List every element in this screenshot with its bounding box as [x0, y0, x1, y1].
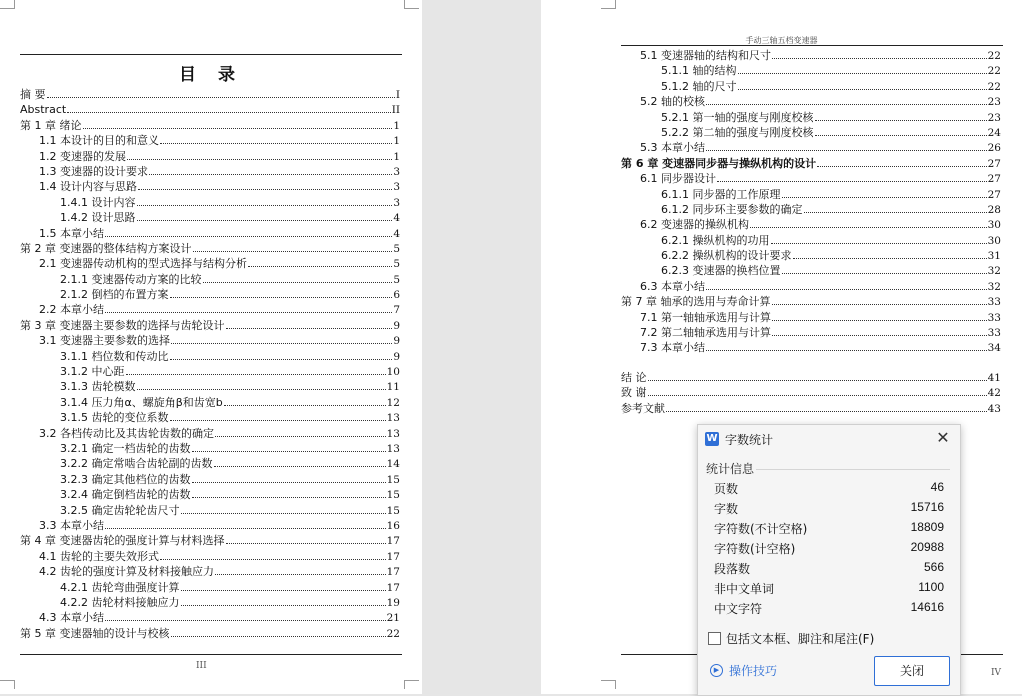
toc-entry-page: 5	[393, 273, 400, 286]
toc-entry[interactable]	[20, 272, 400, 287]
stat-row	[714, 580, 944, 600]
toc-entry-title: 5.1 变速器轴的结构和尺寸	[640, 49, 771, 62]
toc-dot-leader	[772, 58, 987, 59]
toc-dot-leader	[815, 120, 987, 121]
toc-entry-title: 1.4 设计内容与思路	[39, 180, 137, 194]
toc-entry-page: II	[391, 104, 400, 117]
toc-entry-page: 17	[386, 550, 400, 563]
toc-entry-title: 参考文献	[621, 401, 665, 415]
toc-dot-leader	[772, 304, 987, 305]
toc-dot-leader	[666, 411, 987, 412]
toc-dot-leader	[772, 320, 987, 321]
toc-entry-title: 第 5 章 变速器轴的设计与校核	[20, 626, 170, 640]
toc-entry-page: 1	[393, 119, 400, 132]
stat-value: 566	[923, 560, 944, 574]
toc-dot-leader	[782, 197, 987, 198]
toc-entry-page: 43	[987, 402, 1001, 415]
toc-entry-title: 3.2.5 确定齿轮轮齿尺寸	[60, 503, 180, 517]
toc-entry[interactable]	[20, 102, 400, 117]
toc-dot-leader	[171, 636, 386, 637]
toc-entry-title: 7.1 第一轴轴承选用与计算	[640, 310, 771, 324]
toc-entry-title: 3.1.3 齿轮模数	[60, 380, 136, 394]
toc-entry-title: 3.3 本章小结	[39, 518, 104, 532]
toc-entry-title: 第 6 章 变速器同步器与操纵机构的设计	[621, 156, 817, 170]
toc-dot-leader	[137, 220, 393, 221]
toc-entry[interactable]	[20, 364, 400, 379]
toc-entry-page: 3	[393, 165, 400, 178]
toc-dot-leader	[815, 135, 987, 136]
toc-entry-page: 33	[987, 327, 1001, 340]
toc-entry-page: 34	[987, 342, 1001, 355]
toc-entry[interactable]	[621, 325, 1001, 340]
toc-entry-title: 5.2 轴的校核	[640, 95, 705, 109]
toc-entry[interactable]	[621, 156, 1001, 171]
toc-dot-leader	[706, 350, 987, 351]
toc-entry-title: 1.3 变速器的设计要求	[39, 164, 148, 178]
toc-entry-title: 3.1.2 中心距	[60, 365, 125, 379]
toc-entry-page: 26	[987, 142, 1001, 155]
toc-entry[interactable]	[20, 610, 400, 625]
toc-entry-title: 7.2 第二轴轴承选用与计算	[640, 326, 771, 340]
toc-entry-title: 摘 要	[20, 88, 46, 101]
toc-entry[interactable]	[20, 179, 400, 194]
toc-entry-title: 6.2.2 操纵机构的设计要求	[661, 249, 792, 263]
toc-dot-leader	[738, 89, 987, 90]
toc-dot-leader	[127, 159, 392, 160]
stat-value: 18809	[910, 520, 944, 534]
toc-entry-page: 9	[393, 350, 400, 363]
toc-dot-leader	[771, 243, 987, 244]
stat-label: 页数	[714, 482, 739, 496]
toc-entry-page: 19	[386, 596, 400, 609]
stat-label: 字符数(计空格)	[714, 542, 796, 556]
dialog-titlebar[interactable]	[698, 425, 960, 453]
toc-entry[interactable]	[20, 549, 400, 564]
toc-dot-leader	[706, 289, 987, 290]
toc-entry[interactable]	[621, 48, 1001, 63]
toc-entry[interactable]	[621, 401, 1001, 416]
toc-entry-title: 4.3 本章小结	[39, 611, 104, 625]
toc-dot-leader	[750, 227, 987, 228]
toc-dot-leader	[203, 282, 393, 283]
toc-entry-page: 15	[386, 473, 400, 486]
word-count-dialog	[697, 424, 961, 696]
toc-entry-title: 4.2 齿轮的强度计算及材料接触应力	[39, 565, 214, 579]
toc-entry-title: 1.4.2 设计思路	[60, 211, 136, 225]
toc-entry-page: 30	[987, 219, 1001, 232]
toc-entry[interactable]	[20, 503, 400, 518]
stat-label: 中文字符	[714, 602, 763, 616]
toc-entry-title: 5.1.2 轴的尺寸	[661, 79, 737, 93]
toc-entry-title: 致 谢	[621, 386, 647, 400]
toc-entry-page: 11	[386, 381, 400, 394]
toc-list-left	[20, 87, 400, 641]
toc-dot-leader	[181, 590, 386, 591]
include-textbox-label[interactable]: 包括文本框、脚注和尾注(F)	[726, 632, 875, 646]
crop-mark	[0, 680, 15, 689]
toc-entry-title: 7.3 本章小结	[640, 341, 705, 355]
toc-entry-title: 5.2.2 第二轴的强度与刚度校核	[661, 125, 814, 139]
toc-entry[interactable]	[20, 87, 400, 102]
toc-dot-leader	[648, 395, 987, 396]
toc-entry[interactable]	[20, 287, 400, 302]
toc-entry-title: 3.2 各档传动比及其齿轮齿数的确定	[39, 426, 214, 440]
toc-dot-leader	[83, 128, 393, 129]
stat-value: 15716	[910, 500, 944, 514]
toc-dot-leader	[67, 112, 391, 113]
toc-dot-leader	[648, 380, 987, 381]
toc-entry-title: 3.1.5 齿轮的变位系数	[60, 411, 169, 425]
toc-entry[interactable]	[20, 472, 400, 487]
toc-dot-leader	[782, 273, 987, 274]
toc-dot-leader	[105, 528, 386, 529]
toc-entry-title: 3.1 变速器主要参数的选择	[39, 334, 170, 348]
stat-label: 字符数(不计空格)	[714, 522, 808, 536]
toc-entry-page: 9	[393, 335, 400, 348]
toc-entry[interactable]	[621, 310, 1001, 325]
stat-label: 字数	[714, 502, 739, 516]
toc-entry[interactable]	[20, 164, 400, 179]
toc-entry-page: 10	[386, 366, 400, 379]
toc-dot-leader	[170, 359, 393, 360]
toc-entry-title: 第 3 章 变速器主要参数的选择与齿轮设计	[20, 318, 225, 332]
stat-row	[714, 500, 944, 520]
toc-entry-page: 5	[393, 242, 400, 255]
toc-dot-leader	[170, 297, 393, 298]
crop-mark	[601, 0, 616, 9]
toc-entry-page: 22	[987, 80, 1001, 93]
toc-entry-page: 24	[987, 126, 1001, 139]
toc-entry-title: 第 4 章 变速器齿轮的强度计算与材料选择	[20, 534, 225, 548]
toc-entry-title: 第 7 章 轴承的选用与寿命计算	[621, 295, 771, 309]
toc-entry-page: 17	[386, 581, 400, 594]
toc-dot-leader	[126, 374, 386, 375]
header-rule	[20, 54, 402, 55]
toc-entry[interactable]	[20, 241, 400, 256]
stat-label: 非中文单词	[714, 582, 775, 596]
toc-entry[interactable]	[20, 379, 400, 394]
toc-entry[interactable]	[621, 385, 1001, 400]
footer-rule	[20, 654, 402, 655]
toc-entry[interactable]	[621, 63, 1001, 78]
crop-mark	[0, 0, 15, 9]
toc-entry-page: 31	[987, 250, 1001, 263]
toc-dot-leader	[215, 574, 386, 575]
toc-entry-page: I	[395, 89, 400, 101]
toc-entry-title: 6.3 本章小结	[640, 279, 705, 293]
toc-entry-title: 2.1.2 倒档的布置方案	[60, 288, 169, 302]
toc-entry[interactable]	[621, 248, 1001, 263]
close-button[interactable]: 关闭	[874, 656, 950, 686]
page-number: IV	[991, 668, 1002, 678]
toc-dot-leader	[706, 104, 987, 105]
toc-entry[interactable]	[621, 370, 1001, 385]
toc-entry-page: 9	[393, 319, 400, 332]
running-header: 手动三轴五档变速器	[745, 36, 818, 45]
toc-entry[interactable]	[621, 140, 1001, 155]
toc-entry[interactable]	[621, 94, 1001, 109]
toc-entry-page: 3	[393, 196, 400, 209]
toc-entry[interactable]	[20, 118, 400, 133]
toc-entry-title: 2.1 变速器传动机构的型式选择与结构分析	[39, 257, 247, 271]
toc-entry-page: 15	[386, 504, 400, 517]
toc-list-right	[621, 48, 1001, 356]
toc-entry-title: 5.3 本章小结	[640, 141, 705, 155]
toc-entry[interactable]	[20, 456, 400, 471]
toc-entry-page: 3	[393, 181, 400, 194]
close-icon[interactable]: ✕	[936, 428, 950, 447]
toc-entry-title: 6.2.1 操纵机构的功用	[661, 233, 770, 247]
toc-entry[interactable]	[20, 149, 400, 164]
toc-entry-page: 4	[393, 212, 400, 225]
toc-entry[interactable]	[621, 263, 1001, 278]
toc-dot-leader	[793, 258, 987, 259]
toc-entry[interactable]	[20, 626, 400, 641]
toc-entry[interactable]	[20, 533, 400, 548]
toc-entry-page: 17	[386, 535, 400, 548]
toc-dot-leader	[170, 420, 386, 421]
toc-entry-page: 27	[987, 188, 1001, 201]
toc-entry-page: 41	[987, 372, 1001, 384]
toc-entry-title: 6.1 同步器设计	[640, 172, 716, 186]
toc-entry-page: 1	[393, 135, 400, 148]
toc-dot-leader	[160, 559, 386, 560]
toc-entry-title: 4.2.1 齿轮弯曲强度计算	[60, 580, 180, 594]
page-number: III	[196, 661, 207, 671]
header-rule	[621, 45, 1003, 46]
toc-entry-title: 1.1 本设计的目的和意义	[39, 134, 159, 148]
toc-dot-leader	[215, 436, 386, 437]
toc-entry-title: 1.5 本章小结	[39, 226, 104, 240]
tips-link[interactable]: 操作技巧	[729, 664, 778, 678]
toc-dot-leader	[138, 189, 392, 190]
toc-entry[interactable]	[20, 595, 400, 610]
toc-list-right-tail	[621, 370, 1001, 416]
toc-entry[interactable]	[20, 302, 400, 317]
toc-entry-page: 14	[386, 458, 400, 471]
toc-entry[interactable]	[20, 210, 400, 225]
toc-entry-title: 5.1.1 轴的结构	[661, 64, 737, 78]
toc-entry[interactable]	[621, 202, 1001, 217]
toc-entry-page: 16	[386, 519, 400, 532]
toc-entry-page: 22	[987, 50, 1001, 62]
toc-entry[interactable]	[621, 294, 1001, 309]
toc-dot-leader	[214, 466, 386, 467]
toc-entry-title: 结 论	[621, 371, 647, 384]
toc-entry-page: 42	[987, 387, 1001, 400]
stat-row	[714, 520, 944, 540]
toc-entry[interactable]	[20, 441, 400, 456]
toc-dot-leader	[181, 605, 386, 606]
toc-dot-leader	[105, 236, 392, 237]
toc-dot-leader	[171, 343, 392, 344]
toc-entry-title: 5.2.1 第一轴的强度与刚度校核	[661, 110, 814, 124]
toc-entry-page: 17	[386, 566, 400, 579]
stat-value: 14616	[910, 600, 944, 614]
toc-dot-leader	[105, 312, 392, 313]
toc-entry-page: 7	[393, 304, 400, 317]
toc-entry[interactable]	[20, 349, 400, 364]
section-divider	[756, 469, 950, 470]
toc-dot-leader	[192, 497, 386, 498]
toc-entry[interactable]	[621, 171, 1001, 186]
toc-dot-leader	[160, 143, 392, 144]
toc-entry-page: 27	[987, 173, 1001, 186]
toc-entry-title: 3.2.4 确定倒档齿轮的齿数	[60, 488, 191, 502]
toc-entry[interactable]	[20, 487, 400, 502]
toc-entry[interactable]	[621, 187, 1001, 202]
toc-entry-title: 6.2.3 变速器的换档位置	[661, 264, 781, 278]
dialog-title: 字数统计	[725, 433, 774, 447]
toc-dot-leader	[137, 205, 393, 206]
toc-entry-title: 6.2 变速器的操纵机构	[640, 218, 749, 232]
toc-entry-page: 12	[386, 396, 400, 409]
toc-entry[interactable]	[621, 233, 1001, 248]
toc-entry-title: 第 1 章 绪论	[20, 118, 82, 132]
stat-row	[714, 560, 944, 580]
toc-entry-page: 15	[386, 489, 400, 502]
toc-entry-title: 4.2.2 齿轮材料接触应力	[60, 595, 180, 609]
toc-entry-page: 22	[987, 65, 1001, 78]
toc-entry[interactable]	[621, 125, 1001, 140]
toc-entry-title: 4.1 齿轮的主要失效形式	[39, 549, 159, 563]
toc-dot-leader	[192, 451, 386, 452]
toc-entry-page: 33	[987, 311, 1001, 324]
toc-entry-page: 27	[987, 157, 1001, 170]
toc-entry-page: 6	[393, 289, 400, 302]
toc-entry-page: 1	[393, 150, 400, 163]
toc-entry[interactable]	[20, 395, 400, 410]
toc-entry[interactable]	[20, 333, 400, 348]
toc-entry-page: 13	[386, 442, 400, 455]
toc-dot-leader	[226, 328, 393, 329]
stat-value: 46	[930, 480, 944, 494]
play-icon[interactable]: ▶	[710, 664, 723, 677]
toc-dot-leader	[192, 482, 386, 483]
toc-dot-leader	[181, 513, 386, 514]
toc-entry[interactable]	[20, 256, 400, 271]
toc-entry-title: Abstract	[20, 103, 67, 117]
stat-value: 20988	[910, 540, 944, 554]
toc-entry-page: 32	[987, 280, 1001, 293]
toc-entry-page: 28	[987, 203, 1001, 216]
toc-dot-leader	[717, 181, 987, 182]
toc-title: 目 录	[179, 65, 243, 85]
toc-entry-title: 3.2.1 确定一档齿轮的齿数	[60, 441, 191, 455]
toc-entry-page: 13	[386, 427, 400, 440]
toc-entry-page: 30	[987, 234, 1001, 247]
toc-entry-page: 32	[987, 265, 1001, 278]
crop-mark	[404, 680, 419, 689]
toc-entry[interactable]	[621, 279, 1001, 294]
include-textbox-checkbox[interactable]	[708, 632, 721, 645]
toc-entry-title: 第 2 章 变速器的整体结构方案设计	[20, 241, 192, 255]
stat-row	[714, 480, 944, 500]
toc-entry-title: 2.2 本章小结	[39, 303, 104, 317]
toc-entry[interactable]	[20, 580, 400, 595]
toc-entry-page: 4	[393, 227, 400, 240]
toc-entry-title: 1.2 变速器的发展	[39, 149, 126, 163]
stat-row	[714, 540, 944, 560]
toc-entry-page: 33	[987, 296, 1001, 309]
toc-entry[interactable]	[621, 110, 1001, 125]
toc-dot-leader	[137, 389, 386, 390]
toc-entry[interactable]	[20, 133, 400, 148]
toc-entry-title: 3.2.3 确定其他档位的齿数	[60, 472, 191, 486]
toc-dot-leader	[817, 166, 986, 167]
toc-entry-page: 5	[393, 258, 400, 271]
toc-entry-page: 23	[987, 111, 1001, 124]
stat-value: 1100	[918, 580, 944, 594]
toc-entry-title: 3.2.2 确定常啮合齿轮副的齿数	[60, 457, 213, 471]
wps-writer-icon: W	[706, 433, 718, 444]
toc-dot-leader	[248, 266, 392, 267]
toc-entry[interactable]	[20, 518, 400, 533]
toc-entry-page: 13	[386, 412, 400, 425]
toc-entry[interactable]	[20, 195, 400, 210]
toc-entry[interactable]	[621, 79, 1001, 94]
toc-dot-leader	[149, 174, 392, 175]
toc-entry-page: 23	[987, 96, 1001, 109]
toc-entry-page: 21	[386, 612, 400, 625]
stats-section-label: 统计信息	[706, 462, 755, 476]
toc-entry[interactable]	[621, 217, 1001, 232]
crop-mark	[404, 0, 419, 9]
toc-entry-title: 3.1.1 档位数和传动比	[60, 349, 169, 363]
toc-dot-leader	[105, 620, 386, 621]
toc-dot-leader	[804, 212, 987, 213]
toc-entry[interactable]	[20, 318, 400, 333]
toc-entry-page: 22	[386, 627, 400, 640]
stat-row	[714, 600, 944, 620]
toc-entry-title: 6.1.2 同步环主要参数的确定	[661, 202, 803, 216]
crop-mark	[601, 680, 616, 689]
toc-entry-title: 3.1.4 压力角α、螺旋角β和齿宽b	[60, 395, 223, 409]
document-page-left	[0, 0, 422, 694]
toc-dot-leader	[47, 97, 395, 98]
toc-entry-title: 1.4.1 设计内容	[60, 195, 136, 209]
toc-entry[interactable]	[621, 340, 1001, 355]
toc-entry[interactable]	[20, 226, 400, 241]
stat-label: 段落数	[714, 562, 751, 576]
toc-entry-title: 2.1.1 变速器传动方案的比较	[60, 272, 202, 286]
toc-dot-leader	[193, 251, 393, 252]
toc-entry-title: 6.1.1 同步器的工作原理	[661, 187, 781, 201]
toc-dot-leader	[226, 543, 386, 544]
toc-dot-leader	[706, 150, 987, 151]
toc-entry[interactable]	[20, 426, 400, 441]
toc-dot-leader	[224, 405, 386, 406]
toc-entry[interactable]	[20, 410, 400, 425]
toc-dot-leader	[772, 335, 987, 336]
toc-dot-leader	[738, 73, 987, 74]
toc-entry[interactable]	[20, 564, 400, 579]
